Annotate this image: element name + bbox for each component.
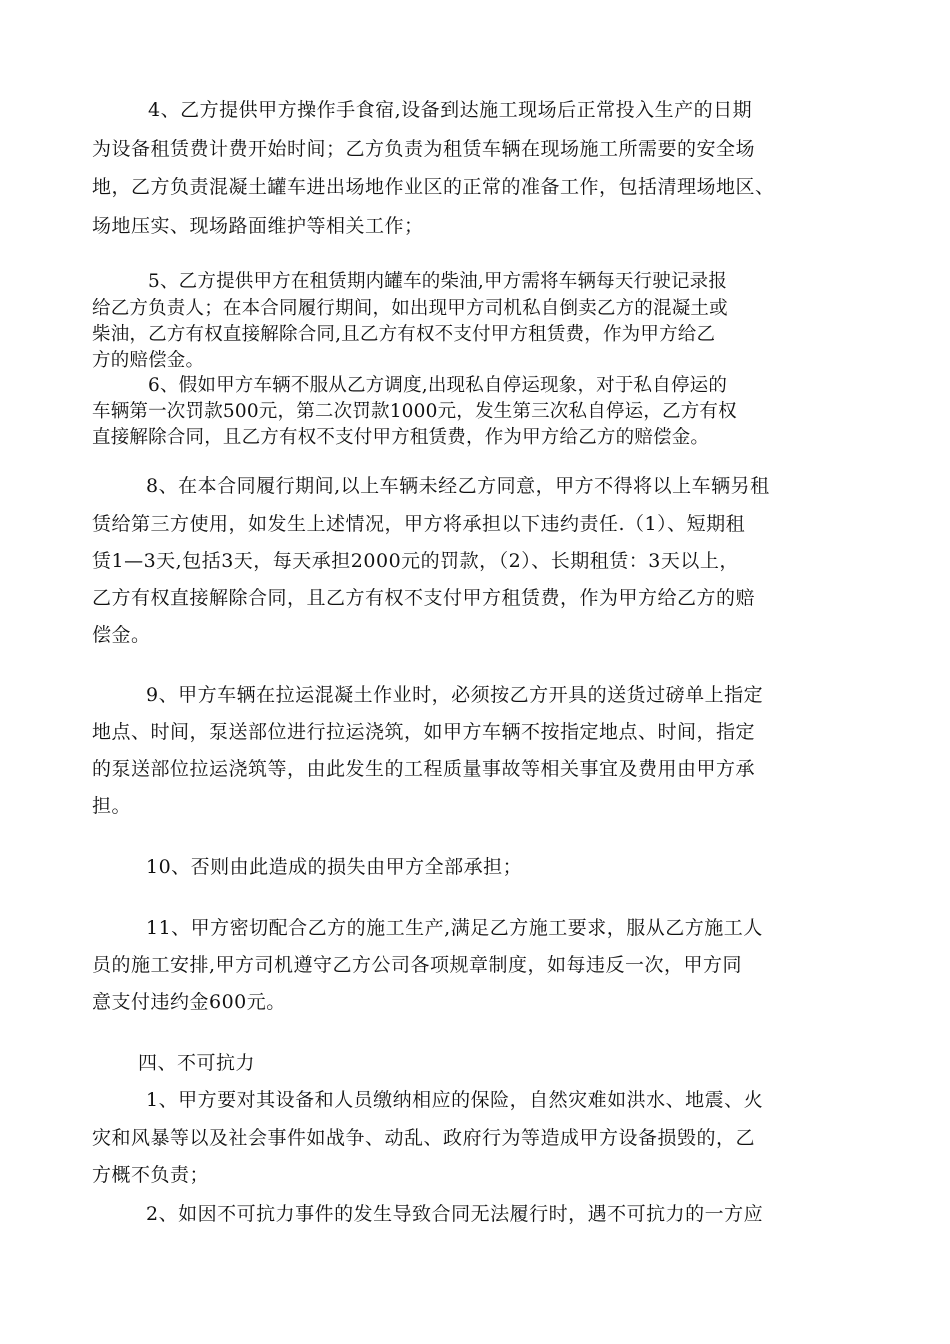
paragraph-6-line-1: 6、假如甲方车辆不服从乙方调度,出现私自停运现象，对于私自停运的 (148, 375, 728, 396)
paragraph-6-line-3: 直接解除合同，且乙方有权不支付甲方租赁费，作为甲方给乙方的赔偿金。 (92, 427, 710, 448)
paragraph-9-line-2: 地点、时间，泵送部位进行拉运浇筑，如甲方车辆不按指定地点、时间，指定 (92, 721, 756, 743)
paragraph-8-line-3: 赁1—3天,包括3天，每天承担2000元的罚款，（2）、长期租赁：3天以上， (92, 550, 739, 572)
section-heading-force-majeure: 四、不可抗力 (138, 1052, 256, 1074)
paragraph-8-line-1: 8、在本合同履行期间,以上车辆未经乙方同意，甲方不得将以上车辆另租 (146, 475, 770, 497)
paragraph-8-line-5: 偿金。 (92, 624, 151, 646)
paragraph-5-line-1: 5、乙方提供甲方在租赁期内罐车的柴油,甲方需将车辆每天行驶记录报 (148, 271, 728, 292)
force-majeure-item-1-line-2: 灾和风暴等以及社会事件如战争、动乱、政府行为等造成甲方设备损毁的，乙 (92, 1127, 756, 1149)
paragraph-9-line-1: 9、甲方车辆在拉运混凝土作业时，必须按乙方开具的送货过磅单上指定 (146, 684, 764, 706)
force-majeure-item-1-line-1: 1、甲方要对其设备和人员缴纳相应的保险，自然灾难如洪水、地震、火 (146, 1089, 764, 1111)
paragraph-6-line-2: 车辆第一次罚款500元，第二次罚款1000元，发生第三次私自停运，乙方有权 (92, 401, 737, 422)
paragraph-8-line-2: 赁给第三方使用，如发生上述情况，甲方将承担以下违约责任.（1）、短期租 (92, 513, 746, 535)
paragraph-11-line-2: 员的施工安排,甲方司机遵守乙方公司各项规章制度，如每违反一次，甲方同 (92, 954, 743, 976)
paragraph-11-line-3: 意支付违约金600元。 (92, 991, 286, 1013)
paragraph-9-line-4: 担。 (92, 795, 132, 817)
paragraph-5-line-2: 给乙方负责人；在本合同履行期间，如出现甲方司机私自倒卖乙方的混凝土或 (92, 298, 728, 319)
force-majeure-item-2-line-1: 2、如因不可抗力事件的发生导致合同无法履行时，遇不可抗力的一方应 (146, 1203, 764, 1225)
paragraph-8-line-4: 乙方有权直接解除合同，且乙方有权不支付甲方租赁费，作为甲方给乙方的赔 (92, 587, 756, 609)
paragraph-4-line-3: 地，乙方负责混凝土罐车进出场地作业区的正常的准备工作，包括清理场地区、 (92, 176, 775, 198)
force-majeure-item-1-line-3: 方概不负责； (92, 1164, 210, 1186)
paragraph-4-line-2: 为设备租赁费计费开始时间；乙方负责为租赁车辆在现场施工所需要的安全场 (92, 138, 756, 160)
paragraph-4-line-1: 4、乙方提供甲方操作手食宿,设备到达施工现场后正常投入生产的日期 (148, 99, 753, 121)
paragraph-4-line-4: 场地压实、现场路面维护等相关工作； (92, 215, 424, 237)
paragraph-5-line-3: 柴油，乙方有权直接解除合同,且乙方有权不支付甲方租赁费，作为甲方给乙 (92, 324, 716, 345)
paragraph-11-line-1: 11、甲方密切配合乙方的施工生产,满足乙方施工要求，服从乙方施工人 (146, 917, 763, 939)
paragraph-10-line-1: 10、否则由此造成的损失由甲方全部承担； (146, 856, 523, 878)
paragraph-9-line-3: 的泵送部位拉运浇筑等，由此发生的工程质量事故等相关事宜及费用由甲方承 (92, 758, 756, 780)
paragraph-5-line-4: 方的赔偿金。 (92, 350, 205, 371)
